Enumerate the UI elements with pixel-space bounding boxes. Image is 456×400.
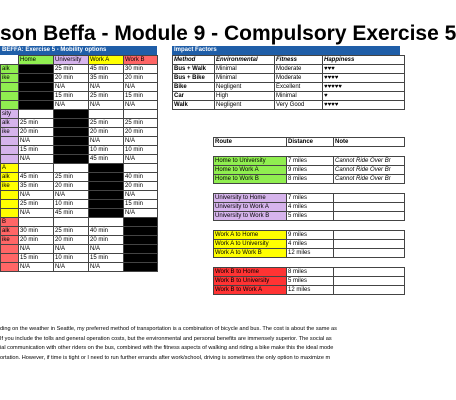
mobility-column-header: Home <box>19 56 54 65</box>
mobility-blocked-cell <box>19 92 54 101</box>
impact-value-cell: Moderate <box>275 74 323 83</box>
mobility-time-cell: 40 min <box>124 173 158 182</box>
impact-method-cell: Walk <box>173 101 215 110</box>
mobility-header-row <box>1 56 158 65</box>
mobility-time-cell: 20 min <box>89 128 124 137</box>
mobility-row-label: alk <box>1 227 19 236</box>
mobility-blocked-cell <box>89 209 124 218</box>
mobility-blocked-cell <box>54 155 89 164</box>
mobility-row <box>1 227 158 236</box>
mobility-time-cell: 10 min <box>124 146 158 155</box>
route-distance-cell: 12 miles <box>287 286 334 295</box>
route-note-cell <box>334 268 405 277</box>
mobility-time-cell <box>124 110 158 119</box>
impact-row <box>173 101 405 110</box>
impact-value-cell: ♥ <box>323 92 405 101</box>
mobility-blocked-cell <box>54 146 89 155</box>
mobility-time-cell: N/A <box>124 209 158 218</box>
mobility-row-label <box>1 191 19 200</box>
mobility-time-cell <box>19 110 54 119</box>
routes-spacer-cell <box>334 184 405 194</box>
mobility-row-label: ike <box>1 74 19 83</box>
route-name-cell: Work B to Home <box>214 268 287 277</box>
routes-spacer-row <box>214 147 405 157</box>
routes-spacer-cell <box>214 221 287 231</box>
route-distance-cell: 4 miles <box>287 203 334 212</box>
mobility-blocked-cell <box>19 83 54 92</box>
route-distance-cell: 5 miles <box>287 277 334 286</box>
routes-spacer-cell <box>334 147 405 157</box>
routes-spacer-cell <box>214 184 287 194</box>
route-name-cell: University to Work A <box>214 203 287 212</box>
mobility-row-label: alk <box>1 65 19 74</box>
mobility-time-cell: N/A <box>19 245 54 254</box>
mobility-time-cell: N/A <box>19 209 54 218</box>
impact-value-cell: Minimal <box>215 74 275 83</box>
mobility-time-cell: 30 min <box>19 227 54 236</box>
mobility-row-label: alk <box>1 119 19 128</box>
mobility-row <box>1 209 158 218</box>
route-name-cell: Home to Work B <box>214 175 287 184</box>
mobility-row-label: B <box>1 218 19 227</box>
routes-spacer-cell <box>334 258 405 268</box>
mobility-row-label: ike <box>1 182 19 191</box>
mobility-blocked-cell <box>89 191 124 200</box>
mobility-time-cell: 25 min <box>19 200 54 209</box>
mobility-row <box>1 200 158 209</box>
mobility-time-cell: 45 min <box>54 209 89 218</box>
route-row <box>214 240 405 249</box>
mobility-time-cell: 20 min <box>54 182 89 191</box>
mobility-row <box>1 263 158 272</box>
impact-factors-table <box>172 55 405 110</box>
mobility-blocked-cell <box>124 218 158 227</box>
mobility-blocked-cell <box>89 173 124 182</box>
mobility-row <box>1 74 158 83</box>
mobility-time-cell: 20 min <box>124 128 158 137</box>
route-row <box>214 249 405 258</box>
routes-table <box>213 137 405 295</box>
mobility-time-cell: 25 min <box>54 173 89 182</box>
route-row <box>214 286 405 295</box>
route-note-cell <box>334 212 405 221</box>
route-row <box>214 166 405 175</box>
route-note-cell <box>334 286 405 295</box>
mobility-time-cell: 15 min <box>124 200 158 209</box>
route-distance-cell: 12 miles <box>287 249 334 258</box>
route-distance-cell: 8 miles <box>287 268 334 277</box>
route-row <box>214 268 405 277</box>
route-row <box>214 194 405 203</box>
routes-spacer-row <box>214 258 405 268</box>
route-note-cell <box>334 249 405 258</box>
mobility-blocked-cell <box>19 65 54 74</box>
route-name-cell: Work A to Work B <box>214 249 287 258</box>
mobility-row <box>1 245 158 254</box>
mobility-row <box>1 236 158 245</box>
impact-value-cell: ♥♥♥♥ <box>323 74 405 83</box>
mobility-row <box>1 173 158 182</box>
impact-value-cell: Very Good <box>275 101 323 110</box>
route-name-cell: University to Work B <box>214 212 287 221</box>
mobility-row <box>1 101 158 110</box>
mobility-row-label <box>1 155 19 164</box>
mobility-blocked-cell <box>124 227 158 236</box>
impact-value-cell: Excellent <box>275 83 323 92</box>
mobility-blocked-cell <box>89 200 124 209</box>
mobility-blocked-cell <box>124 245 158 254</box>
route-note-cell: Cannot Ride Over Br <box>334 157 405 166</box>
impact-column-header: Environmental <box>215 56 275 65</box>
routes-header-row <box>214 138 405 147</box>
mobility-row <box>1 254 158 263</box>
mobility-time-cell: 20 min <box>54 236 89 245</box>
impact-row <box>173 65 405 74</box>
mobility-row <box>1 119 158 128</box>
mobility-time-cell: 15 min <box>19 146 54 155</box>
mobility-time-cell: N/A <box>89 245 124 254</box>
mobility-time-cell: 25 min <box>124 119 158 128</box>
mobility-row-label <box>1 101 19 110</box>
mobility-blocked-cell <box>124 254 158 263</box>
mobility-time-cell: N/A <box>54 245 89 254</box>
impact-method-cell: Car <box>173 92 215 101</box>
route-distance-cell: 5 miles <box>287 212 334 221</box>
mobility-row <box>1 218 158 227</box>
routes-spacer-cell <box>214 147 287 157</box>
impact-row <box>173 92 405 101</box>
mobility-row <box>1 83 158 92</box>
mobility-row <box>1 65 158 74</box>
impact-factors-header: Impact Factors <box>172 46 400 55</box>
mobility-row <box>1 191 158 200</box>
mobility-options-table <box>0 55 158 272</box>
routes-column-header: Distance <box>287 138 334 147</box>
mobility-time-cell: 10 min <box>54 200 89 209</box>
mobility-time-cell: 40 min <box>89 227 124 236</box>
impact-value-cell: Negligent <box>215 83 275 92</box>
mobility-row-label: alk <box>1 173 19 182</box>
route-note-cell <box>334 194 405 203</box>
mobility-row-label: sity <box>1 110 19 119</box>
mobility-row <box>1 164 158 173</box>
route-row <box>214 203 405 212</box>
mobility-time-cell: N/A <box>89 137 124 146</box>
impact-method-cell: Bus + Bike <box>173 74 215 83</box>
route-note-cell: Cannot Ride Over Br <box>334 166 405 175</box>
mobility-time-cell: N/A <box>124 137 158 146</box>
mobility-time-cell: 15 min <box>124 92 158 101</box>
mobility-time-cell: 10 min <box>89 146 124 155</box>
route-note-cell <box>334 277 405 286</box>
impact-row <box>173 74 405 83</box>
mobility-row-label <box>1 83 19 92</box>
impact-row <box>173 83 405 92</box>
route-name-cell: Work B to Work A <box>214 286 287 295</box>
impact-value-cell: Negligent <box>215 101 275 110</box>
route-note-cell <box>334 231 405 240</box>
mobility-time-cell: 25 min <box>19 119 54 128</box>
mobility-time-cell: 15 min <box>54 92 89 101</box>
route-row <box>214 175 405 184</box>
mobility-time-cell: 25 min <box>54 227 89 236</box>
impact-value-cell: Moderate <box>275 65 323 74</box>
route-name-cell: University to Home <box>214 194 287 203</box>
impact-method-cell: Bike <box>173 83 215 92</box>
mobility-blocked-cell <box>54 128 89 137</box>
route-distance-cell: 9 miles <box>287 231 334 240</box>
mobility-time-cell <box>54 164 89 173</box>
routes-spacer-cell <box>287 221 334 231</box>
mobility-blocked-cell <box>89 182 124 191</box>
mobility-time-cell: N/A <box>54 191 89 200</box>
mobility-time-cell: 20 min <box>19 236 54 245</box>
mobility-row <box>1 92 158 101</box>
route-row <box>214 231 405 240</box>
impact-value-cell: ♥♥♥♥ <box>323 101 405 110</box>
routes-column-header: Note <box>334 138 405 147</box>
mobility-time-cell: 35 min <box>19 182 54 191</box>
route-distance-cell: 8 miles <box>287 175 334 184</box>
mobility-blocked-cell <box>124 263 158 272</box>
impact-value-cell: Minimal <box>215 65 275 74</box>
mobility-time-cell: 25 min <box>89 119 124 128</box>
mobility-time-cell: N/A <box>19 155 54 164</box>
routes-spacer-cell <box>334 221 405 231</box>
mobility-row <box>1 128 158 137</box>
mobility-time-cell: N/A <box>89 83 124 92</box>
mobility-time-cell: N/A <box>19 137 54 146</box>
mobility-blocked-cell <box>54 137 89 146</box>
mobility-row-label <box>1 245 19 254</box>
mobility-time-cell: 25 min <box>54 65 89 74</box>
paragraph-line: ortation. However, if time is tight or I need to run further errands after work/school, driving is sometimes the only option to maximize m <box>0 354 331 361</box>
mobility-row-label: ike <box>1 128 19 137</box>
mobility-row <box>1 155 158 164</box>
mobility-time-cell: 35 min <box>89 74 124 83</box>
mobility-time-cell: 20 min <box>89 236 124 245</box>
mobility-time-cell: N/A <box>124 83 158 92</box>
mobility-time-cell: 20 min <box>124 74 158 83</box>
mobility-blocked-cell <box>54 110 89 119</box>
mobility-time-cell: 45 min <box>19 173 54 182</box>
mobility-time-cell: N/A <box>124 101 158 110</box>
mobility-blocked-cell <box>54 119 89 128</box>
mobility-row <box>1 146 158 155</box>
mobility-row-label <box>1 209 19 218</box>
paragraph-line: If you include the tolls and general operation costs, but the environmental and personal benefits are immensely superior. The social as <box>0 335 332 342</box>
mobility-time-cell: N/A <box>124 191 158 200</box>
mobility-row-label: A <box>1 164 19 173</box>
impact-value-cell: Minimal <box>275 92 323 101</box>
mobility-time-cell <box>19 164 54 173</box>
mobility-blocked-cell <box>89 164 124 173</box>
mobility-time-cell <box>124 164 158 173</box>
page-title: son Beffa - Module 9 - Compulsory Exercise 5 <box>0 22 456 45</box>
routes-spacer-cell <box>287 184 334 194</box>
route-name-cell: Home to Work A <box>214 166 287 175</box>
mobility-blocked-cell <box>19 74 54 83</box>
mobility-time-cell: 20 min <box>19 128 54 137</box>
mobility-time-cell: 45 min <box>89 65 124 74</box>
mobility-time-cell: 15 min <box>19 254 54 263</box>
route-row <box>214 212 405 221</box>
mobility-time-cell <box>19 218 54 227</box>
mobility-time-cell: N/A <box>19 191 54 200</box>
route-name-cell: Work A to University <box>214 240 287 249</box>
mobility-time-cell: 20 min <box>124 182 158 191</box>
mobility-blocked-cell <box>124 236 158 245</box>
routes-spacer-row <box>214 221 405 231</box>
mobility-row-label <box>1 146 19 155</box>
impact-value-cell: ♥♥♥♥♥ <box>323 83 405 92</box>
mobility-column-header: Work B <box>124 56 158 65</box>
mobility-time-cell: N/A <box>54 101 89 110</box>
route-name-cell: Work A to Home <box>214 231 287 240</box>
impact-column-header: Fitness <box>275 56 323 65</box>
mobility-column-header: University <box>54 56 89 65</box>
mobility-time-cell: 45 min <box>89 155 124 164</box>
mobility-row <box>1 137 158 146</box>
route-row <box>214 157 405 166</box>
impact-column-header: Method <box>173 56 215 65</box>
mobility-row <box>1 110 158 119</box>
route-distance-cell: 4 miles <box>287 240 334 249</box>
route-distance-cell: 9 miles <box>287 166 334 175</box>
mobility-time-cell: N/A <box>54 83 89 92</box>
routes-spacer-row <box>214 184 405 194</box>
route-row <box>214 277 405 286</box>
mobility-time-cell: N/A <box>54 263 89 272</box>
impact-column-header: Happiness <box>323 56 405 65</box>
mobility-time-cell: 15 min <box>89 254 124 263</box>
route-distance-cell: 7 miles <box>287 194 334 203</box>
mobility-time-cell: N/A <box>89 263 124 272</box>
mobility-time-cell <box>89 218 124 227</box>
impact-method-cell: Bus + Walk <box>173 65 215 74</box>
mobility-time-cell: N/A <box>89 101 124 110</box>
impact-value-cell: ♥♥♥ <box>323 65 405 74</box>
mobility-row-label <box>1 254 19 263</box>
mobility-time-cell: 30 min <box>124 65 158 74</box>
route-note-cell: Cannot Ride Over Br <box>334 175 405 184</box>
route-name-cell: Home to University <box>214 157 287 166</box>
route-note-cell <box>334 240 405 249</box>
mobility-row-label <box>1 137 19 146</box>
mobility-row-label <box>1 263 19 272</box>
paragraph-line: ial communication with other riders on the bus, combined with the fitness aspects of walking and riding a bike make this the ideal mode <box>0 345 334 351</box>
routes-spacer-cell <box>287 147 334 157</box>
mobility-row-label <box>1 200 19 209</box>
mobility-options-header: BEFFA: Exercise 5 - Mobility options <box>0 46 157 55</box>
mobility-time-cell: 10 min <box>54 254 89 263</box>
mobility-time-cell: 25 min <box>89 92 124 101</box>
mobility-time-cell: N/A <box>19 263 54 272</box>
routes-spacer-cell <box>214 258 287 268</box>
route-distance-cell: 7 miles <box>287 157 334 166</box>
impact-header-row <box>173 56 405 65</box>
mobility-row-label: ike <box>1 236 19 245</box>
mobility-time-cell: N/A <box>124 155 158 164</box>
mobility-column-header: Work A <box>89 56 124 65</box>
route-name-cell: Work B to University <box>214 277 287 286</box>
mobility-time-cell: 20 min <box>54 74 89 83</box>
mobility-row <box>1 182 158 191</box>
mobility-corner-cell <box>1 56 19 65</box>
mobility-time-cell <box>54 218 89 227</box>
mobility-blocked-cell <box>19 101 54 110</box>
mobility-row-label <box>1 92 19 101</box>
routes-column-header: Route <box>214 138 287 147</box>
impact-value-cell: High <box>215 92 275 101</box>
routes-spacer-cell <box>287 258 334 268</box>
paragraph-line: ding on the weather in Seattle, my preferred method of transportation is a combination of bicycle and bus. The cost is about the same as <box>0 326 337 332</box>
mobility-time-cell <box>89 110 124 119</box>
route-note-cell <box>334 203 405 212</box>
